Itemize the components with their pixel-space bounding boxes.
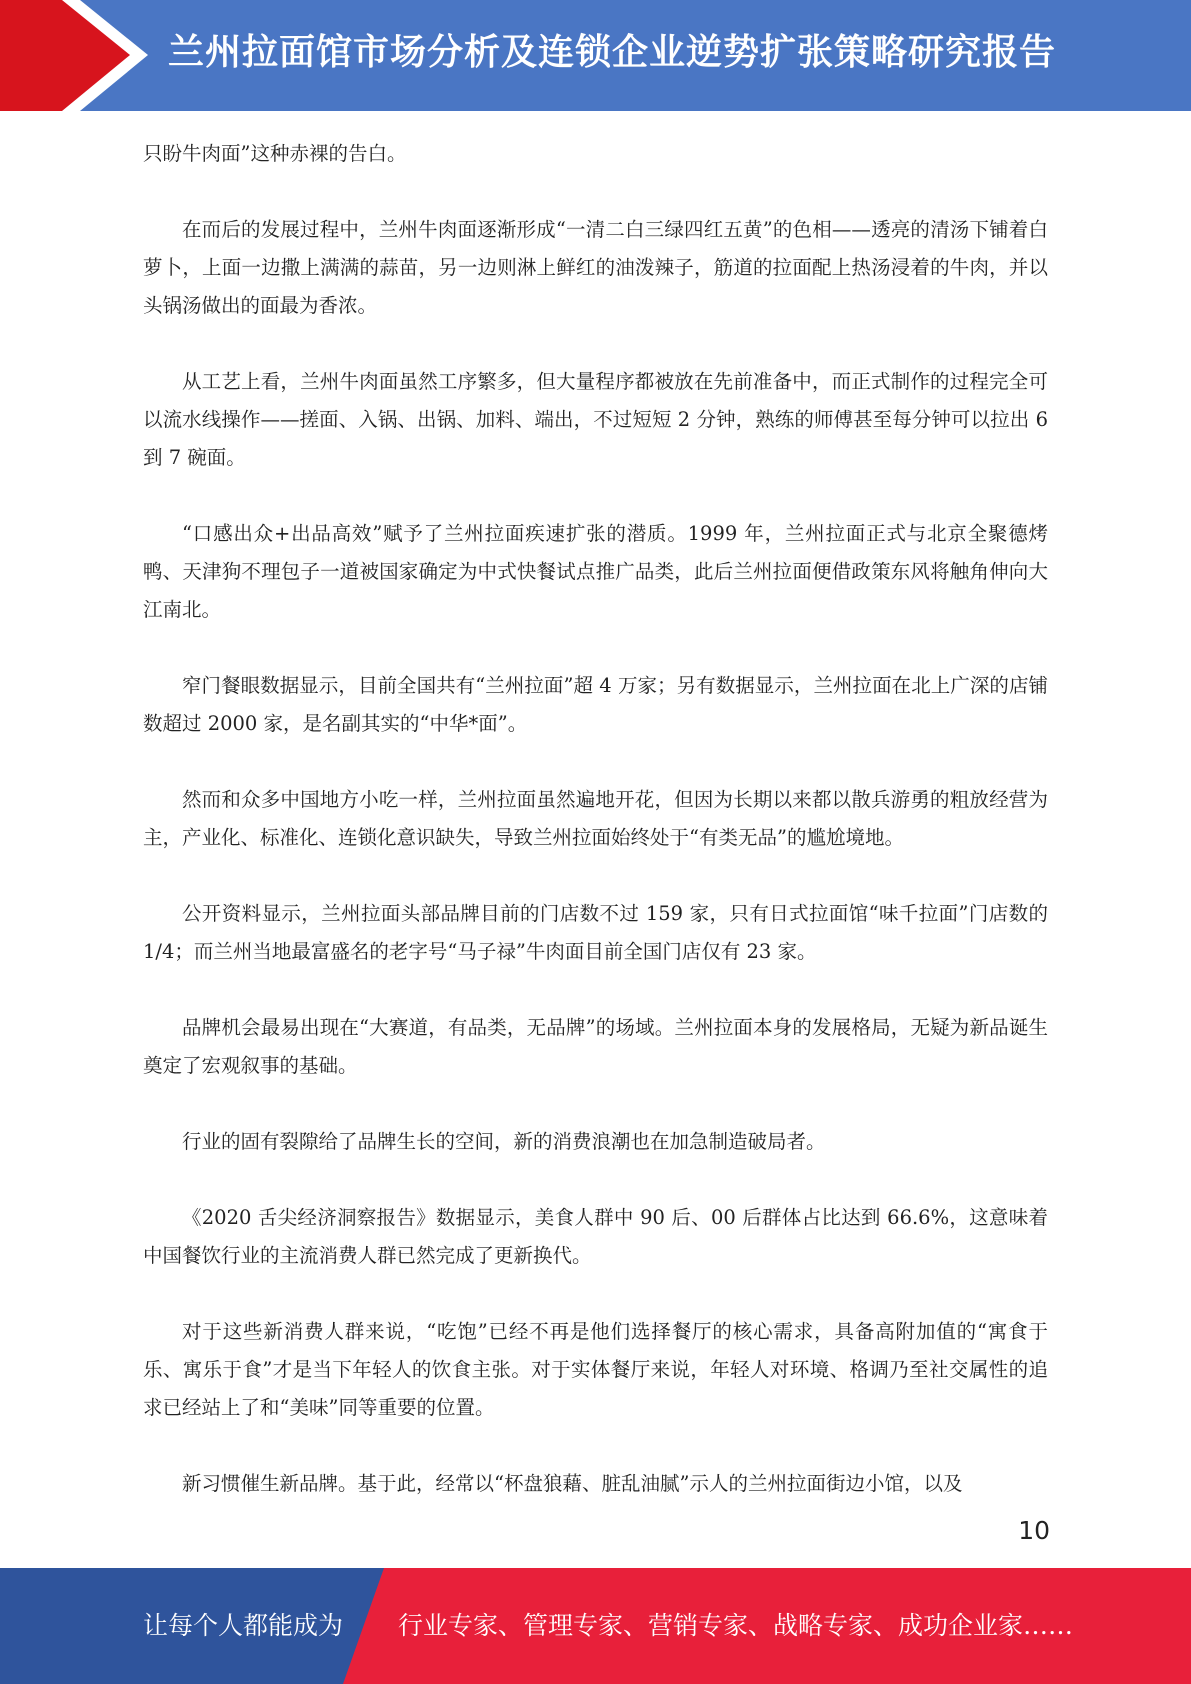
paragraph: 《2020 舌尖经济洞察报告》数据显示，美食人群中 90 后、00 后群体占比达到 66.6%，这意味着中国餐饮行业的主流消费人群已然完成了更新换代。	[143, 1206, 1048, 1267]
paragraph: 公开资料显示，兰州拉面头部品牌目前的门店数不过 159 家，只有日式拉面馆“味千拉面”门店数的 1/4；而兰州当地最富盛名的老字号“马子禄”牛肉面目前全国门店仅有 23 家。	[143, 902, 1048, 963]
paragraph: 行业的固有裂隙给了品牌生长的空间，新的消费浪潮也在加急制造破局者。	[182, 1130, 826, 1153]
paragraph: 在而后的发展过程中，兰州牛肉面逐渐形成“一清二白三绿四红五黄”的色相——透亮的清汤下铺着白萝卜，上面一边撒上满满的蒜苗，另一边则淋上鲜红的油泼辣子，筋道的拉面配上热汤浸着的牛肉，并以头锅汤做出的面最为香浓。	[143, 218, 1048, 317]
report-title: 兰州拉面馆市场分析及连锁企业逆势扩张策略研究报告	[168, 32, 1057, 73]
paragraph: 对于这些新消费人群来说，“吃饱”已经不再是他们选择餐厅的核心需求，具备高附加值的“寓食于乐、寓乐于食”才是当下年轻人的饮食主张。对于实体餐厅来说，年轻人对环境、格调乃至社交属性的追求已经站上了和“美味”同等重要的位置。	[143, 1320, 1048, 1419]
paragraph: 然而和众多中国地方小吃一样，兰州拉面虽然遍地开花，但因为长期以来都以散兵游勇的粗放经营为主，产业化、标准化、连锁化意识缺失，导致兰州拉面始终处于“有类无品”的尴尬境地。	[143, 788, 1048, 849]
page-header	[0, 0, 1191, 111]
paragraph: 窄门餐眼数据显示，目前全国共有“兰州拉面”超 4 万家；另有数据显示，兰州拉面在北上广深的店铺数超过 2000 家，是名副其实的“中华*面”。	[143, 674, 1048, 735]
article-body	[143, 135, 1048, 1541]
paragraph: 只盼牛肉面”这种赤裸的告白。	[143, 142, 407, 165]
page-footer	[0, 1568, 1191, 1684]
footer-slogan-left: 让每个人都能成为	[143, 1611, 344, 1640]
paragraph: 新习惯催生新品牌。基于此，经常以“杯盘狼藉、脏乱油腻”示人的兰州拉面街边小馆，以及	[182, 1472, 963, 1495]
page-number: 10	[1018, 1516, 1050, 1545]
paragraph: 品牌机会最易出现在“大赛道，有品类，无品牌”的场域。兰州拉面本身的发展格局，无疑为新品诞生奠定了宏观叙事的基础。	[143, 1016, 1048, 1077]
paragraph: “口感出众+出品高效”赋予了兰州拉面疾速扩张的潜质。1999 年，兰州拉面正式与北京全聚德烤鸭、天津狗不理包子一道被国家确定为中式快餐试点推广品类，此后兰州拉面便借政策东风将触角伸向大江南北。	[143, 522, 1048, 621]
paragraph: 从工艺上看，兰州牛肉面虽然工序繁多，但大量程序都被放在先前准备中，而正式制作的过程完全可以流水线操作——搓面、入锅、出锅、加料、端出，不过短短 2 分钟，熟练的师傅甚至每分钟可以拉出 6 到 7 碗面。	[143, 370, 1048, 469]
footer-slogan-right: 行业专家、管理专家、营销专家、战略专家、成功企业家……	[398, 1611, 1074, 1640]
